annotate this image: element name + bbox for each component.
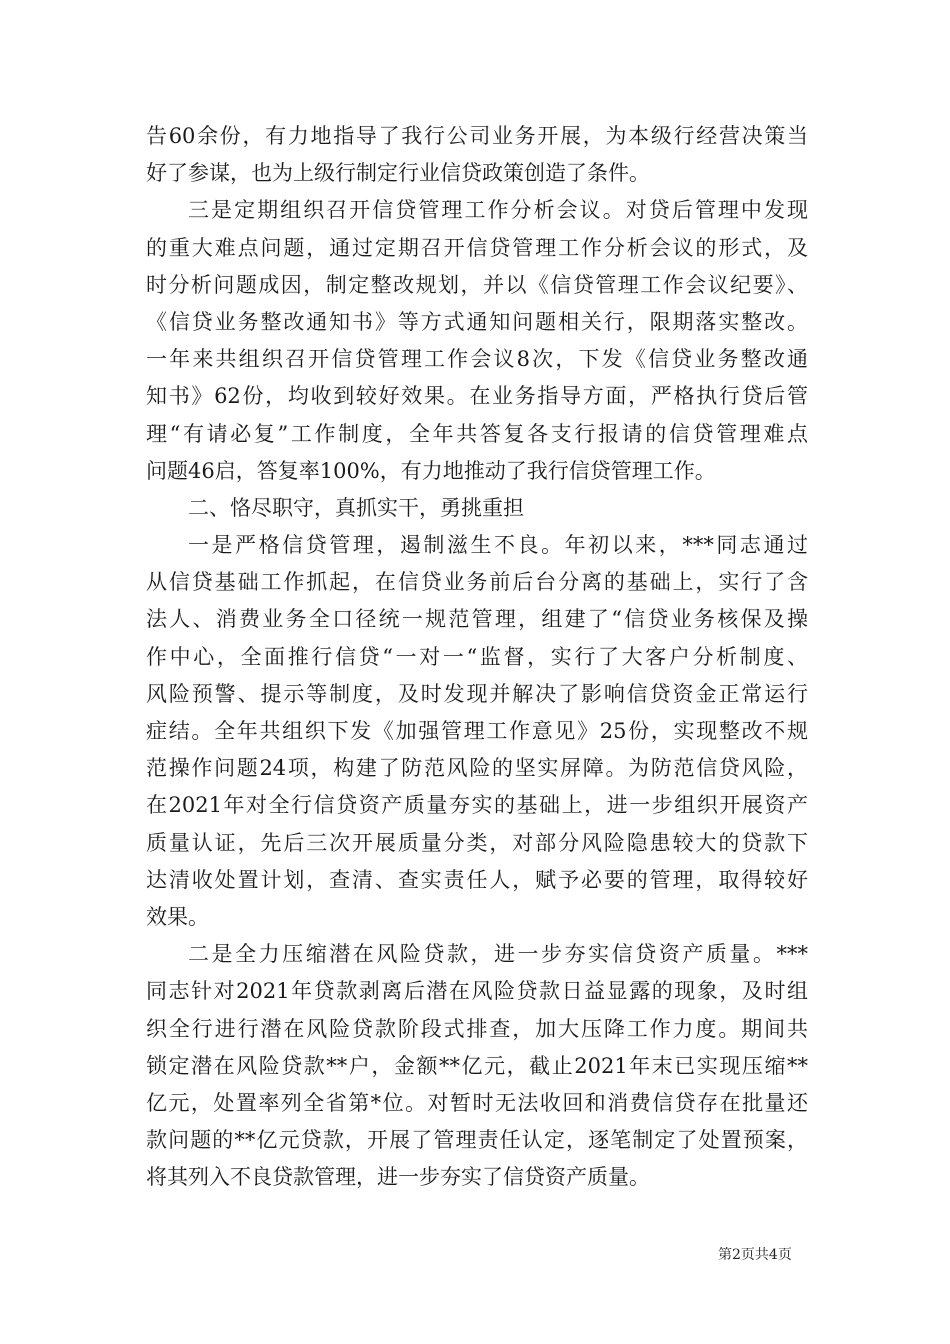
text-line-21: 达清收处置计划，查清、查实责任人，赋予必要的管理，取得较好 bbox=[146, 867, 808, 892]
page-number: 第2页共4页 bbox=[718, 1247, 792, 1263]
text-line-5: 时分析问题成因，制定整改规划，并以《信贷管理工作会议纪要》、 bbox=[146, 272, 808, 297]
text-line-3: 三是定期组织召开信贷管理工作分析会议。对贷后管理中发现 bbox=[188, 198, 808, 223]
document-body bbox=[146, 118, 808, 1196]
text-line-20: 质量认证，先后三次开展质量分类，对部分风险隐患较大的贷款下 bbox=[146, 830, 808, 855]
text-line-28: 款问题的**亿元贷款，开展了管理责任认定，逐笔制定了处置预案， bbox=[146, 1128, 808, 1153]
text-line-8: 知书》62份，均收到较好效果。在业务指导方面，严格执行贷后管 bbox=[146, 384, 808, 409]
text-line-10: 问题46启，答复率100%，有力地推动了我行信贷管理工作。 bbox=[146, 458, 716, 483]
text-line-14: 法人、消费业务全口径统一规范管理，组建了“信贷业务核保及操 bbox=[146, 607, 808, 632]
text-line-12: 一是严格信贷管理，遏制滋生不良。年初以来，***同志通过 bbox=[188, 533, 808, 558]
text-line-27: 亿元，处置率列全省第*位。对暂时无法收回和消费信贷存在批量还 bbox=[146, 1090, 808, 1115]
text-line-18: 范操作问题24项，构建了防范风险的坚实屏障。为防范信贷风险， bbox=[146, 756, 808, 781]
text-line-16: 风险预警、提示等制度，及时发现并解决了影响信贷资金正常运行 bbox=[146, 681, 808, 706]
text-line-9: 理“有请必复”工作制度，全年共答复各支行报请的信贷管理难点 bbox=[146, 421, 808, 446]
text-line-4: 的重大难点问题，通过定期召开信贷管理工作分析会议的形式，及 bbox=[146, 235, 808, 260]
text-line-26: 锁定潜在风险贷款**户，金额**亿元，截止2021年末已实现压缩** bbox=[146, 1053, 808, 1078]
text-line-7: 一年来共组织召开信贷管理工作会议8次，下发《信贷业务整改通 bbox=[146, 347, 808, 372]
text-line-25: 织全行进行潜在风险贷款阶段式排查，加大压降工作力度。期间共 bbox=[146, 1016, 808, 1041]
text-line-29: 将其列入不良贷款管理，进一步夯实了信贷资产质量。 bbox=[146, 1165, 650, 1190]
text-line-1: 告60余份，有力地指导了我行公司业务开展，为本级行经营决策当 bbox=[146, 124, 808, 148]
text-line-6: 《信贷业务整改通知书》等方式通知问题相关行，限期落实整改。 bbox=[146, 309, 808, 334]
text-line-22: 效果。 bbox=[146, 904, 209, 929]
text-line-17: 症结。全年共组织下发《加强管理工作意见》25份，实现整改不规 bbox=[146, 719, 808, 743]
text-line-2: 好了参谋，也为上级行制定行业信贷政策创造了条件。 bbox=[146, 161, 650, 186]
text-line-15: 作中心，全面推行信贷“一对一“监督，实行了大客户分析制度、 bbox=[146, 644, 808, 669]
text-line-19: 在2021年对全行信贷资产质量夯实的基础上，进一步组织开展资产 bbox=[146, 793, 808, 818]
section-heading: 二、恪尽职守，真抓实干，勇挑重担 bbox=[188, 495, 524, 520]
text-line-13: 从信贷基础工作抓起，在信贷业务前后台分离的基础上，实行了含 bbox=[146, 570, 808, 595]
text-line-24: 同志针对2021年贷款剥离后潜在风险贷款日益显露的现象，及时组 bbox=[146, 979, 808, 1004]
text-line-23: 二是全力压缩潜在风险贷款，进一步夯实信贷资产质量。*** bbox=[188, 942, 808, 967]
